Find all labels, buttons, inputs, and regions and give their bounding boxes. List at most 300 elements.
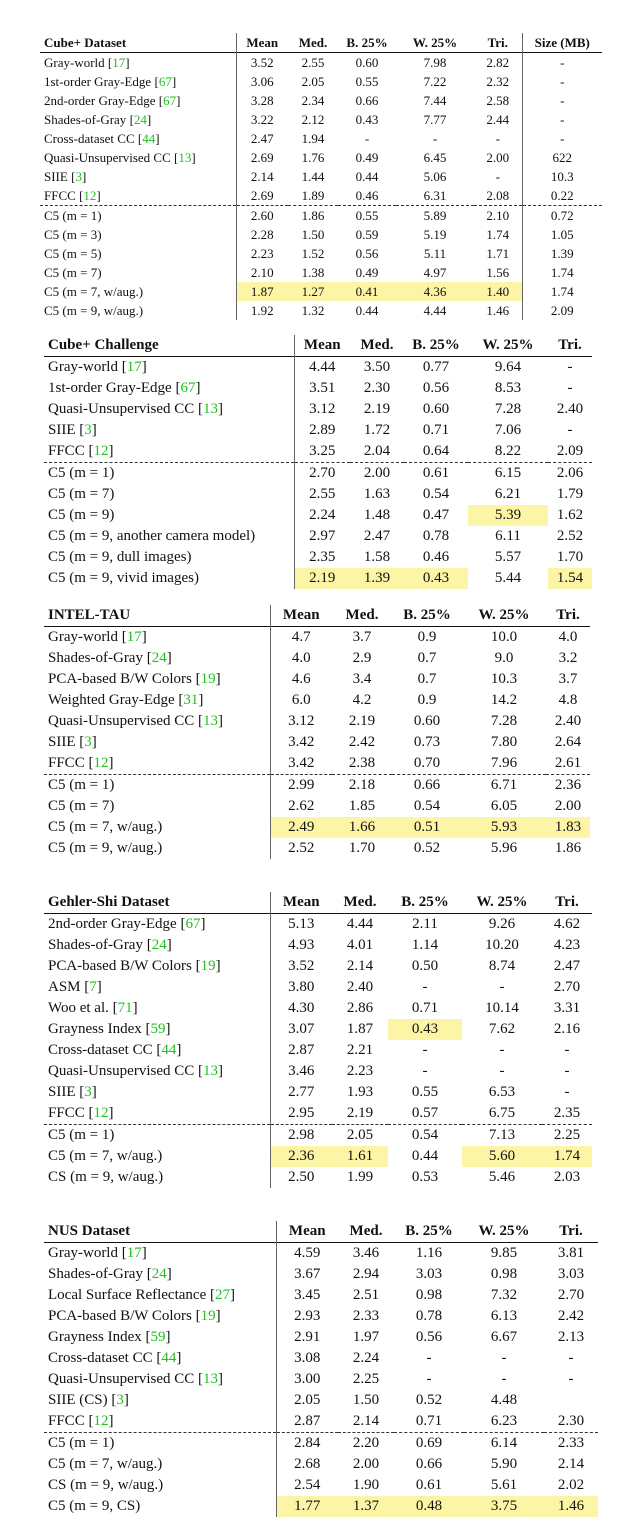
value-cell: 0.46 xyxy=(355,188,379,203)
value-cell: 3.80 xyxy=(270,977,332,998)
value-cell: 0.64 xyxy=(422,443,450,459)
value-cell: 0.54 xyxy=(413,798,441,814)
value-cell: 1.39 xyxy=(522,244,602,263)
table-row xyxy=(44,1411,598,1433)
value-cell: 7.22 xyxy=(423,74,447,89)
citation-link[interactable]: 3 xyxy=(84,734,92,750)
value-cell: 6.45 xyxy=(423,150,447,165)
method-cell: PCA-based B/W Colors [19] xyxy=(48,1308,221,1324)
value-cell: 2.14 xyxy=(236,167,288,186)
value-cell: 3.52 xyxy=(236,53,288,73)
value-cell: 1.32 xyxy=(301,303,325,318)
value-cell: 1.93 xyxy=(346,1084,374,1100)
method-cell: C5 (m = 9, vivid images) xyxy=(48,570,199,586)
value-cell: 2.84 xyxy=(276,1433,338,1455)
value-cell: 6.71 xyxy=(462,775,546,797)
value-cell: 1.92 xyxy=(236,301,288,320)
value-cell: 2.13 xyxy=(557,1329,585,1345)
value-cell: 2.70 xyxy=(294,463,350,485)
method-cell: SIIE [3] xyxy=(48,734,97,750)
table-title: Cube+ Dataset xyxy=(44,35,127,50)
table-row xyxy=(40,148,602,167)
value-cell: 2.51 xyxy=(352,1287,380,1303)
value-cell: 2.25 xyxy=(352,1371,380,1387)
value-cell: 1.86 xyxy=(288,206,338,226)
method-cell: C5 (m = 7, w/aug.) xyxy=(48,1456,163,1472)
value-cell: 2.9 xyxy=(352,650,372,666)
table-row xyxy=(44,838,590,859)
citation-link[interactable]: 3 xyxy=(84,422,92,438)
value-cell: 1.48 xyxy=(363,507,391,523)
table-row xyxy=(44,1264,598,1285)
citation-link[interactable]: 13 xyxy=(203,401,218,417)
value-cell: 1.52 xyxy=(301,246,325,261)
best-value-cell: 1.61 xyxy=(332,1146,388,1167)
citation-link[interactable]: 17 xyxy=(112,55,126,70)
table-title: NUS Dataset xyxy=(48,1223,131,1239)
method-cell: Gray-world [17] xyxy=(48,1245,147,1261)
value-cell: 7.62 xyxy=(488,1021,516,1037)
value-cell: 5.90 xyxy=(490,1456,518,1472)
value-cell: 2.24 xyxy=(294,505,350,526)
value-cell: 10.3 xyxy=(522,167,602,186)
method-cell: C5 (m = 9, w/aug.) xyxy=(44,303,144,318)
value-cell: 7.77 xyxy=(423,112,447,127)
table-title: Gehler-Shi Dataset xyxy=(48,894,170,910)
value-cell: 2.40 xyxy=(346,979,374,995)
citation-link[interactable]: 3 xyxy=(84,1084,92,1100)
citation-link[interactable]: 13 xyxy=(178,150,192,165)
value-cell: 1.63 xyxy=(363,486,391,502)
citation-link[interactable]: 12 xyxy=(93,755,109,771)
citation-link[interactable]: 3 xyxy=(116,1392,124,1408)
citation-link[interactable]: 59 xyxy=(150,1021,166,1037)
value-cell: - xyxy=(422,1042,428,1058)
table-row xyxy=(44,399,592,420)
citation-link[interactable]: 3 xyxy=(75,169,82,184)
value-cell: 3.08 xyxy=(276,1348,338,1369)
cube-plus-challenge-table xyxy=(44,335,592,589)
best-value-cell: 0.43 xyxy=(388,1019,462,1040)
value-cell: - xyxy=(564,1042,570,1058)
best-value-cell: 4.36 xyxy=(396,282,474,301)
best-value-cell: 2.36 xyxy=(270,1146,332,1167)
value-cell: 2.91 xyxy=(276,1327,338,1348)
value-cell: 0.60 xyxy=(422,401,450,417)
value-cell: 3.50 xyxy=(363,359,391,375)
value-cell: 2.64 xyxy=(554,734,582,750)
value-cell: 0.50 xyxy=(411,958,439,974)
value-cell: - xyxy=(364,131,370,146)
method-cell: Cross-dataset CC [44] xyxy=(48,1350,182,1366)
value-cell: 0.71 xyxy=(422,422,450,438)
citation-link[interactable]: 13 xyxy=(203,1371,218,1387)
method-cell: FFCC [12] xyxy=(48,1413,114,1429)
col-header-tri: Tri. xyxy=(555,894,579,910)
value-cell: 1.86 xyxy=(554,840,582,856)
value-cell: 2.52 xyxy=(270,838,332,859)
method-cell: Gray-world [17] xyxy=(48,359,147,375)
value-cell: 6.05 xyxy=(490,798,518,814)
citation-link[interactable]: 17 xyxy=(126,1245,142,1261)
col-header-tri: Tri. xyxy=(559,1223,583,1239)
method-cell: SIIE [3] xyxy=(44,169,87,184)
table-row xyxy=(44,977,592,998)
value-cell: 0.71 xyxy=(415,1413,443,1429)
value-cell: 0.54 xyxy=(422,486,450,502)
table-row xyxy=(44,420,592,441)
method-cell: Gray-world [17] xyxy=(48,629,147,645)
value-cell: 2.47 xyxy=(553,958,581,974)
table-row xyxy=(40,244,602,263)
col-header-worst25: W. 25% xyxy=(478,607,530,623)
value-cell: 9.85 xyxy=(490,1245,518,1261)
method-cell: SIIE [3] xyxy=(48,1084,97,1100)
method-cell: Quasi-Unsupervised CC [13] xyxy=(48,713,223,729)
citation-link[interactable]: 59 xyxy=(150,1329,166,1345)
value-cell: 3.46 xyxy=(352,1245,380,1261)
value-cell: - xyxy=(522,129,602,148)
value-cell: 10.14 xyxy=(485,1000,519,1016)
value-cell: 2.47 xyxy=(236,129,288,148)
table-row xyxy=(44,627,590,649)
citation-link[interactable]: 24 xyxy=(151,650,167,666)
citation-link[interactable]: 12 xyxy=(93,443,109,459)
value-cell: 3.12 xyxy=(270,711,332,732)
method-cell: Cross-dataset CC [44] xyxy=(44,131,160,146)
col-header-best25: B. 25% xyxy=(401,894,449,910)
value-cell: 4.8 xyxy=(558,692,578,708)
method-cell: C5 (m = 7) xyxy=(48,486,115,502)
table-row xyxy=(44,1243,598,1265)
value-cell: - xyxy=(567,380,573,396)
value-cell: 2.32 xyxy=(486,74,510,89)
citation-link[interactable]: 17 xyxy=(126,629,142,645)
value-cell: 3.25 xyxy=(294,441,350,463)
table-header-row xyxy=(44,1221,598,1243)
value-cell: 1.76 xyxy=(301,150,325,165)
table-row-best xyxy=(44,1496,598,1517)
value-cell: 4.97 xyxy=(423,265,447,280)
value-cell: 4.48 xyxy=(490,1392,518,1408)
value-cell: 6.15 xyxy=(468,463,548,485)
value-cell: 0.43 xyxy=(355,112,379,127)
value-cell: 7.28 xyxy=(490,713,518,729)
method-cell: C5 (m = 9, CS) xyxy=(48,1498,141,1514)
value-cell: 2.14 xyxy=(352,1413,380,1429)
value-cell: 1.38 xyxy=(301,265,325,280)
method-cell: Woo et al. [71] xyxy=(48,1000,138,1016)
value-cell: 2.12 xyxy=(301,112,325,127)
value-cell: 2.36 xyxy=(546,775,590,797)
value-cell: - xyxy=(499,979,505,995)
method-cell: Local Surface Reflectance [27] xyxy=(48,1287,235,1303)
value-cell: 4.0 xyxy=(558,629,578,645)
method-cell: Shades-of-Gray [24] xyxy=(48,937,172,953)
citation-link[interactable]: 12 xyxy=(93,1413,109,1429)
value-cell: 2.62 xyxy=(270,796,332,817)
best-value-cell: 0.48 xyxy=(394,1496,464,1517)
col-header-median: Med. xyxy=(360,337,394,353)
value-cell: 0.71 xyxy=(411,1000,439,1016)
table-row xyxy=(40,72,602,91)
citation-link[interactable]: 12 xyxy=(83,188,97,203)
value-cell: 4.23 xyxy=(553,937,581,953)
value-cell: 6.11 xyxy=(495,528,521,544)
value-cell: 2.54 xyxy=(276,1475,338,1496)
table-row xyxy=(44,484,592,505)
value-cell: 2.00 xyxy=(554,798,582,814)
value-cell: 1.44 xyxy=(301,169,325,184)
citation-link[interactable]: 7 xyxy=(89,979,97,995)
value-cell: 1.14 xyxy=(411,937,439,953)
value-cell: 6.21 xyxy=(494,486,522,502)
value-cell: 2.58 xyxy=(486,93,510,108)
citation-link[interactable]: 12 xyxy=(93,1105,109,1121)
table-header-row xyxy=(44,605,590,627)
col-header-mean: Mean xyxy=(270,892,332,914)
best-value-cell: 1.37 xyxy=(338,1496,394,1517)
table-row xyxy=(44,1306,598,1327)
best-value-cell: 5.60 xyxy=(462,1146,542,1167)
value-cell: 2.77 xyxy=(270,1082,332,1103)
citation-link[interactable]: 19 xyxy=(200,671,216,687)
value-cell: 6.67 xyxy=(490,1329,518,1345)
citation-link[interactable]: 67 xyxy=(180,380,196,396)
value-cell: 2.40 xyxy=(556,401,584,417)
citation-link[interactable]: 67 xyxy=(163,93,177,108)
value-cell: 0.47 xyxy=(422,507,450,523)
table-row xyxy=(44,648,590,669)
value-cell: 2.20 xyxy=(338,1433,394,1455)
citation-link[interactable]: 71 xyxy=(117,1000,133,1016)
value-cell: 2.87 xyxy=(276,1411,338,1433)
value-cell: 3.03 xyxy=(415,1266,443,1282)
method-cell: FFCC [12] xyxy=(48,1105,114,1121)
value-cell: 1.87 xyxy=(346,1021,374,1037)
citation-link[interactable]: 31 xyxy=(183,692,199,708)
method-cell: C5 (m = 7) xyxy=(48,798,115,814)
value-cell: - xyxy=(432,131,438,146)
value-cell: 2.00 xyxy=(486,150,510,165)
value-cell: 0.53 xyxy=(411,1169,439,1185)
citation-link[interactable]: 19 xyxy=(200,958,216,974)
method-cell: Quasi-Unsupervised CC [13] xyxy=(48,1063,223,1079)
method-cell: PCA-based B/W Colors [19] xyxy=(48,671,221,687)
value-cell: 6.75 xyxy=(488,1105,516,1121)
method-cell: C5 (m = 9, another camera model) xyxy=(48,528,256,544)
value-cell: 4.59 xyxy=(276,1243,338,1265)
value-cell: 2.25 xyxy=(542,1125,592,1147)
value-cell: 6.13 xyxy=(490,1308,518,1324)
value-cell: 2.40 xyxy=(554,713,582,729)
table-row xyxy=(44,753,590,775)
col-header-mean: Mean xyxy=(236,33,288,53)
value-cell: 5.61 xyxy=(490,1477,518,1493)
citation-link[interactable]: 13 xyxy=(203,713,218,729)
value-cell: 0.57 xyxy=(411,1105,439,1121)
col-header-mean: Mean xyxy=(276,1221,338,1243)
intel-tau-table xyxy=(44,605,590,859)
best-value-cell: 1.39 xyxy=(350,568,404,589)
value-cell: 2.70 xyxy=(553,979,581,995)
value-cell: 0.52 xyxy=(413,840,441,856)
value-cell: 2.34 xyxy=(301,93,325,108)
citation-link[interactable]: 17 xyxy=(126,359,142,375)
table-row xyxy=(44,775,590,797)
value-cell: 2.97 xyxy=(294,526,350,547)
value-cell: 2.09 xyxy=(556,443,584,459)
value-cell: 2.99 xyxy=(270,775,332,797)
value-cell: 2.35 xyxy=(294,547,350,568)
citation-link[interactable]: 44 xyxy=(161,1350,177,1366)
table-row xyxy=(44,998,592,1019)
value-cell: 7.98 xyxy=(423,55,447,70)
value-cell: 4.93 xyxy=(270,935,332,956)
value-cell: 10.0 xyxy=(490,629,518,645)
best-value-cell: 3.75 xyxy=(464,1496,544,1517)
value-cell: 2.42 xyxy=(557,1308,585,1324)
citation-link[interactable]: 67 xyxy=(158,74,172,89)
value-cell: 7.96 xyxy=(490,755,518,771)
gehler-shi-table xyxy=(44,892,592,1188)
value-cell: 7.32 xyxy=(490,1287,518,1303)
value-cell: 2.10 xyxy=(474,206,522,226)
value-cell: 2.44 xyxy=(486,112,510,127)
value-cell: 2.60 xyxy=(236,206,288,226)
table-row xyxy=(44,547,592,568)
value-cell: 2.21 xyxy=(346,1042,374,1058)
value-cell: 7.44 xyxy=(423,93,447,108)
value-cell: 2.09 xyxy=(522,301,602,320)
value-cell: 0.72 xyxy=(522,206,602,226)
table-row xyxy=(44,796,590,817)
value-cell: 0.55 xyxy=(411,1084,439,1100)
best-value-cell: 1.54 xyxy=(548,568,592,589)
method-cell: Gray-world [17] xyxy=(44,55,130,70)
value-cell: 7.80 xyxy=(490,734,518,750)
value-cell: - xyxy=(499,1042,505,1058)
value-cell xyxy=(544,1390,598,1411)
citation-link[interactable]: 24 xyxy=(133,112,147,127)
value-cell: 3.28 xyxy=(236,91,288,110)
value-cell: 0.70 xyxy=(413,755,441,771)
value-cell: 2.14 xyxy=(346,958,374,974)
col-header-worst25: W. 25% xyxy=(476,894,528,910)
value-cell: 2.19 xyxy=(346,1105,374,1121)
method-cell: Quasi-Unsupervised CC [13] xyxy=(48,401,223,417)
value-cell: - xyxy=(422,979,428,995)
method-cell: FFCC [12] xyxy=(48,755,114,771)
citation-link[interactable]: 44 xyxy=(161,1042,177,1058)
value-cell: 3.45 xyxy=(276,1285,338,1306)
table-row xyxy=(44,1146,592,1167)
value-cell: - xyxy=(495,169,500,184)
value-cell: 0.44 xyxy=(355,169,379,184)
value-cell: 3.22 xyxy=(236,110,288,129)
col-header-size: Size (MB) xyxy=(522,33,602,53)
best-value-cell: 0.43 xyxy=(404,568,468,589)
col-header-mean: Mean xyxy=(270,605,332,627)
citation-link[interactable]: 13 xyxy=(203,1063,218,1079)
value-cell: 2.86 xyxy=(346,1000,374,1016)
table-row xyxy=(44,1390,598,1411)
value-cell: 1.79 xyxy=(556,486,584,502)
table-row xyxy=(44,690,590,711)
table-row xyxy=(44,956,592,977)
citation-link[interactable]: 67 xyxy=(185,916,201,932)
value-cell: 1.05 xyxy=(522,225,602,244)
method-cell: C5 (m = 9) xyxy=(48,507,115,523)
citation-link[interactable]: 24 xyxy=(151,1266,167,1282)
table-header-row xyxy=(44,335,592,357)
value-cell: 0.49 xyxy=(355,150,379,165)
value-cell: 4.6 xyxy=(270,669,332,690)
value-cell: 0.54 xyxy=(388,1125,462,1147)
value-cell: 0.46 xyxy=(422,549,450,565)
value-cell: 2.05 xyxy=(301,74,325,89)
value-cell: 2.19 xyxy=(363,401,391,417)
method-cell: Grayness Index [59] xyxy=(48,1021,171,1037)
value-cell: 2.23 xyxy=(346,1063,374,1079)
best-value-cell: 1.27 xyxy=(288,282,338,301)
citation-link[interactable]: 19 xyxy=(200,1308,216,1324)
value-cell: 2.14 xyxy=(557,1456,585,1472)
value-cell: 5.57 xyxy=(494,549,522,565)
citation-link[interactable]: 44 xyxy=(142,131,156,146)
value-cell: 3.42 xyxy=(270,732,332,753)
value-cell: 0.44 xyxy=(355,303,379,318)
value-cell: 1.74 xyxy=(522,282,602,301)
value-cell: 1.50 xyxy=(352,1392,380,1408)
value-cell: 2.47 xyxy=(363,528,391,544)
table-row xyxy=(44,1327,598,1348)
citation-link[interactable]: 27 xyxy=(214,1287,230,1303)
method-cell: C5 (m = 1) xyxy=(44,775,270,797)
value-cell: 2.94 xyxy=(352,1266,380,1282)
value-cell: 2.08 xyxy=(486,188,510,203)
value-cell: 1.70 xyxy=(348,840,376,856)
value-cell: 3.67 xyxy=(276,1264,338,1285)
value-cell: 0.7 xyxy=(417,671,437,687)
value-cell: - xyxy=(568,1350,574,1366)
value-cell: 4.7 xyxy=(270,627,332,649)
value-cell: 1.90 xyxy=(352,1477,380,1493)
col-header-median: Med. xyxy=(345,607,379,623)
value-cell: 5.06 xyxy=(423,169,447,184)
table-row xyxy=(44,1125,592,1147)
method-cell: ASM [7] xyxy=(48,979,102,995)
col-header-worst25: W. 25% xyxy=(478,1223,530,1239)
best-value-cell: 1.83 xyxy=(546,817,590,838)
value-cell: 3.4 xyxy=(352,671,372,687)
value-cell: - xyxy=(501,1371,507,1387)
value-cell: 0.9 xyxy=(417,629,437,645)
value-cell: - xyxy=(567,359,573,375)
table-row xyxy=(40,53,602,73)
value-cell: 4.44 xyxy=(346,916,374,932)
value-cell: - xyxy=(567,422,573,438)
value-cell: 7.13 xyxy=(462,1125,542,1147)
value-cell: 2.04 xyxy=(363,443,391,459)
value-cell: - xyxy=(426,1371,432,1387)
table-row xyxy=(40,225,602,244)
nus-dataset-table xyxy=(44,1221,598,1517)
method-cell: C5 (m = 1) xyxy=(44,1125,270,1147)
method-cell: 1st-order Gray-Edge [67] xyxy=(48,380,201,396)
value-cell: 2.10 xyxy=(236,263,288,282)
citation-link[interactable]: 24 xyxy=(151,937,167,953)
